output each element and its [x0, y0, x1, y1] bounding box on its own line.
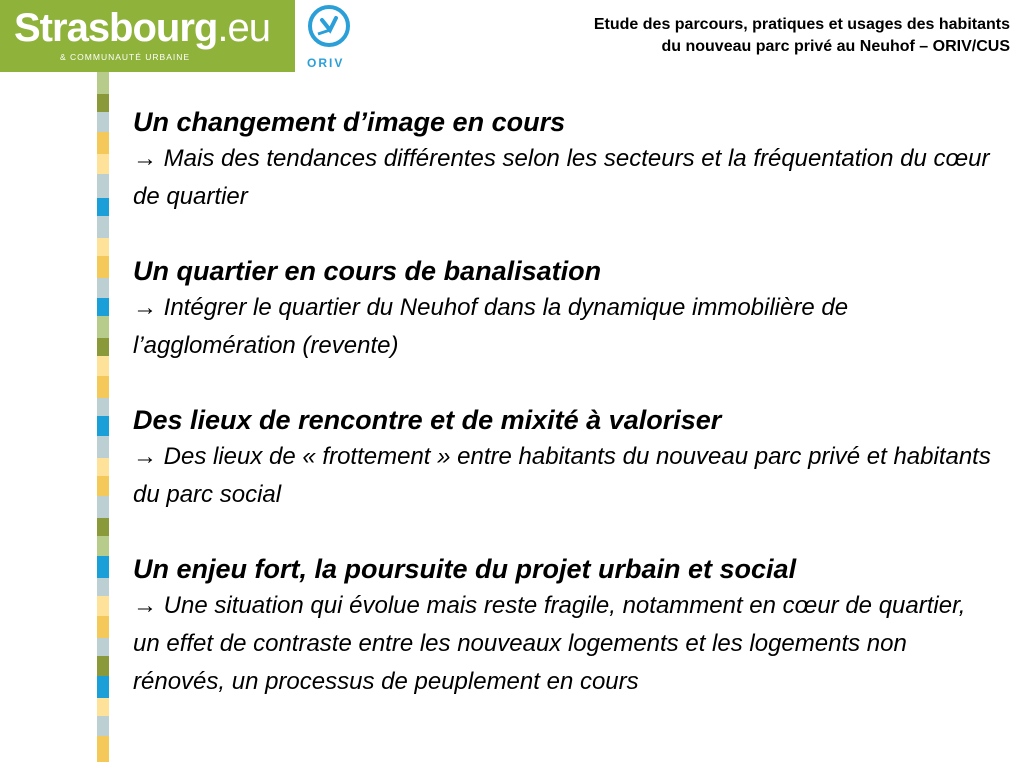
section-body: → Des lieux de « frottement » entre habitants du nouveau parc privé et habitants du parc social [133, 443, 991, 508]
header-title [390, 14, 1010, 58]
logo-subtitle: & COMMUNAUTÉ URBAINE [60, 52, 191, 62]
logo-suffix: .eu [217, 6, 270, 50]
section-heading: Un changement d’image en cours [133, 107, 566, 137]
section-heading: Un quartier en cours de banalisation [133, 256, 602, 286]
header-line-2: du nouveau parc privé au Neuhof – ORIV/CUS [661, 38, 1010, 55]
header-line-1: Etude des parcours, pratiques et usages des habitants [593, 16, 1010, 33]
section-body: → Une situation qui évolue mais reste fragile, notamment en cœur de quartier, un effet de contraste entre les nouveaux logements et les logements non rénovés, un processus de peuplement en cours [133, 592, 966, 695]
section-4 [133, 551, 993, 701]
main-content [133, 104, 993, 738]
section-body: → Mais des tendances différentes selon les secteurs et la fréquentation du cœur de quartier [133, 145, 990, 210]
section-1 [133, 104, 993, 216]
oriv-logo-text: ORIV [307, 56, 345, 70]
section-heading: Des lieux de rencontre et de mixité à valoriser [133, 405, 722, 435]
section-heading: Un enjeu fort, la poursuite du projet urbain et social [133, 554, 797, 584]
logo-name: Strasbourg [14, 6, 218, 50]
section-2 [133, 253, 993, 365]
strasbourg-logo [0, 0, 295, 72]
section-3 [133, 402, 993, 514]
section-body: → Intégrer le quartier du Neuhof dans la dynamique immobilière de l’agglomération (revente) [133, 294, 849, 359]
decorative-stripe [97, 72, 109, 768]
